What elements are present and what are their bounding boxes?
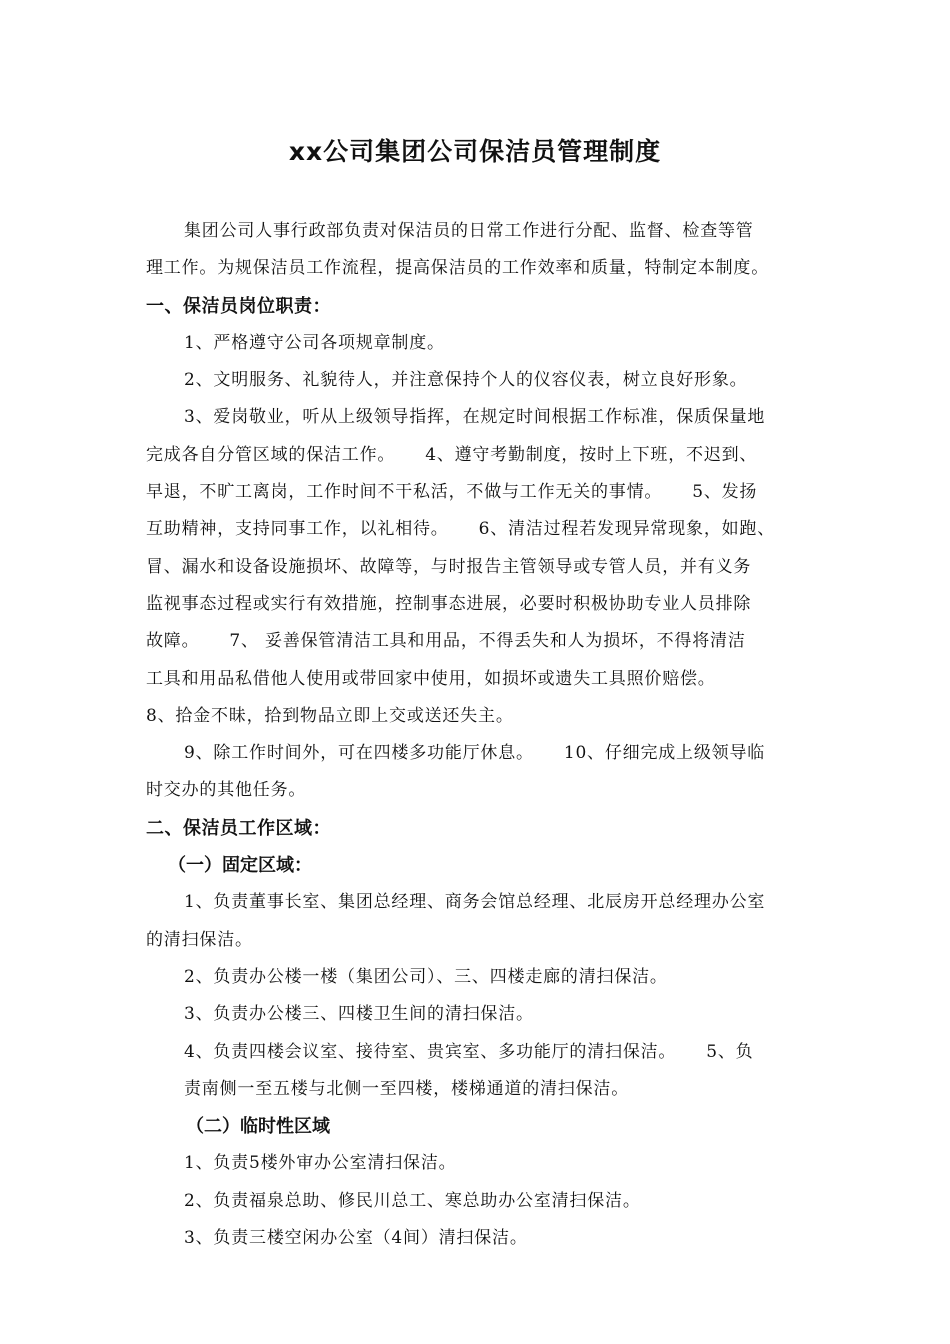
document-title: xx公司集团公司保洁员管理制度 [288,137,662,166]
section-heading: 二、保洁员工作区域： [146,817,331,839]
section-heading: 一、保洁员岗位职责： [146,295,331,317]
paragraph-segment: 9、除工作时间外，可在四楼多功能厅休息。 [184,743,534,764]
paragraph-line: 1、负责5楼外审办公室清扫保洁。 [184,1153,457,1174]
paragraph-segment: 5、发扬 [692,482,758,503]
paragraph-line [146,735,816,772]
paragraph-line: 责南侧一至五楼与北侧一至四楼，楼梯通道的清扫保洁。 [184,1078,629,1099]
intro-line: 集团公司人事行政部负责对保洁员的日常工作进行分配、监督、检查等管 [184,221,754,241]
document-body [146,213,816,1257]
paragraph-line: 3、爱岗敬业，听从上级领导指挥，在规定时间根据工作标准，保质保量地 [184,407,766,428]
paragraph-line: 监视事态过程或实行有效措施，控制事态进展，必要时积极协助专业人员排除 [146,593,752,614]
intro-line: 理工作。为规保洁员工作流程，提高保洁员的工作效率和质量，特制定本制度。 [146,258,769,279]
paragraph-segment: 7、 妥善保管清洁工具和用品，不得丢失和人为损坏，不得将清洁 [229,631,746,652]
paragraph-line: 2、文明服务、礼貌待人，并注意保持个人的仪容仪表，树立良好形象。 [184,370,748,391]
paragraph-line: 3、负责三楼空闲办公室（4间）清扫保洁。 [184,1228,528,1249]
paragraph-segment: 6、清洁过程若发现异常现象，如跑、 [478,519,776,540]
paragraph-segment: 5、负 [706,1041,754,1062]
paragraph-segment: 10、仔细完成上级领导临 [563,743,766,764]
paragraph-line [146,511,816,548]
paragraph-line: 工具和用品私借他人使用或带回家中使用，如损坏或遗失工具照价赔偿。 [146,668,716,689]
paragraph-line [146,1034,816,1071]
paragraph-line: 8、拾金不昧，拾到物品立即上交或送还失主。 [146,705,514,726]
paragraph-segment: 完成各自分管区域的保洁工作。 [146,444,396,465]
paragraph-line [146,474,816,511]
paragraph-line [146,623,816,660]
paragraph-segment: 故障。 [146,631,200,652]
paragraph-line: 的清扫保洁。 [146,929,253,950]
paragraph-line: 冒、漏水和设备设施损坏、故障等，与时报告主管领导或专管人员，并有义务 [146,556,752,577]
paragraph-segment: 4、负责四楼会议室、接待室、贵宾室、多功能厅的清扫保洁。 [184,1041,677,1062]
paragraph-line: 2、负责福泉总助、修民川总工、寒总助办公室清扫保洁。 [184,1190,641,1211]
paragraph-line: 2、负责办公楼一楼（集团公司）、三、四楼走廊的清扫保洁。 [184,966,668,987]
paragraph-segment: 4、遵守考勤制度，按时上下班，不迟到、 [425,444,758,465]
paragraph-line: 1、负责董事长室、集团总经理、商务会馆总经理、北辰房开总经理办公室 [184,892,766,913]
subsection-heading: （一）固定区域： [168,855,312,877]
paragraph-line: 3、负责办公楼三、四楼卫生间的清扫保洁。 [184,1004,534,1025]
paragraph-segment: 互助精神，支持同事工作，以礼相待。 [146,519,449,540]
paragraph-line [146,437,816,474]
paragraph-segment: 早退，不旷工离岗，工作时间不干私活，不做与工作无关的事情。 [146,482,663,503]
paragraph-line: 时交办的其他任务。 [146,780,307,801]
paragraph-line: 1、严格遵守公司各项规章制度。 [184,332,445,353]
subsection-heading: （二）临时性区域 [186,1116,330,1138]
